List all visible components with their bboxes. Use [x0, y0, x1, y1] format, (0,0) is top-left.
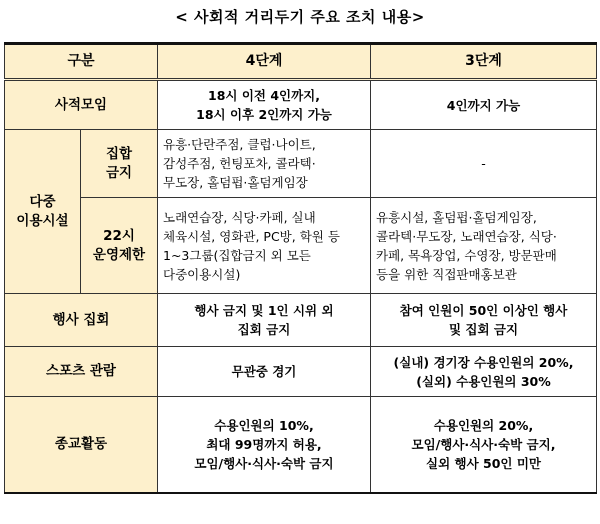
line: 수용인원의 10%,	[214, 417, 314, 433]
line: 집회 금지	[237, 322, 291, 337]
line: (실외) 수용인원의 30%	[416, 373, 551, 389]
line: 수용인원의 20%,	[433, 417, 534, 433]
line: 노래연습장, 식당·카페, 실내	[163, 209, 316, 225]
cell-curfew-level4	[158, 198, 371, 294]
line: (실내) 경기장 수용인원의 20%,	[393, 354, 574, 370]
line: 최대 99명까지 허용,	[206, 436, 322, 452]
line: 18시 이후 2인까지 가능	[196, 107, 332, 122]
label-private-gathering: 사적모임	[5, 80, 158, 130]
row-events	[5, 294, 597, 347]
cell-religion-level4	[158, 397, 371, 493]
line: 등을 위한 직접판매홍보관	[376, 266, 517, 282]
row-religion	[5, 397, 597, 493]
cell-curfew-level3	[371, 198, 597, 294]
header-row	[5, 44, 597, 80]
header-level4: 4단계	[158, 44, 371, 80]
label-events: 행사 집회	[5, 294, 158, 347]
line: 모임/행사·식사·숙박 금지,	[411, 436, 556, 452]
line: 유흥시설, 홀덤펍·홀덤게임장,	[376, 209, 537, 225]
line: 집합	[105, 145, 133, 162]
line: 18시 이전 4인까지,	[208, 88, 320, 103]
line: 다중이용시설)	[163, 266, 241, 282]
row-facility-curfew	[5, 198, 597, 294]
line: 콜라텍·무도장, 노래연습장, 식당·	[376, 228, 557, 244]
cell-sports-level4: 무관중 경기	[158, 347, 371, 397]
line: 다중	[29, 193, 56, 210]
line: 유흥·단란주점, 클럽·나이트,	[163, 137, 316, 152]
cell-private-level4	[158, 80, 371, 130]
line: 체육시설, 영화관, PC방, 학원 등	[163, 228, 340, 244]
line: 운영제한	[92, 246, 146, 263]
header-category: 구분	[5, 44, 158, 80]
header-level3: 3단계	[371, 44, 597, 80]
cell-ban-level4	[158, 130, 371, 198]
cell-private-level3: 4인까지 가능	[371, 80, 597, 130]
line: 감성주점, 헌팅포차, 콜라텍·	[163, 156, 316, 171]
line: 및 집회 금지	[448, 322, 519, 337]
measures-table	[4, 42, 597, 494]
row-facility-ban	[5, 130, 597, 198]
row-sports	[5, 347, 597, 397]
label-facilities	[5, 130, 81, 294]
line: 금지	[105, 164, 133, 181]
line: 카페, 목욕장업, 수영장, 방문판매	[376, 247, 557, 263]
line: 모임/행사·식사·숙박 금지	[194, 455, 334, 471]
row-private-gathering	[5, 80, 597, 130]
line: 이용시설	[16, 212, 69, 229]
cell-sports-level3	[371, 347, 597, 397]
line: 22시	[103, 227, 135, 244]
line: 무도장, 홀덤펍·홀덤게임장	[163, 175, 308, 190]
line: 실외 행사 50인 미만	[426, 455, 541, 471]
cell-religion-level3	[371, 397, 597, 493]
label-facility-curfew	[81, 198, 158, 294]
line: 1~3그룹(집합금지 외 모든	[163, 247, 311, 263]
line: 참여 인원이 50인 이상인 행사	[399, 303, 568, 318]
label-sports: 스포츠 관람	[5, 347, 158, 397]
label-facility-ban	[81, 130, 158, 198]
cell-ban-level3: -	[371, 130, 597, 198]
page-title: < 사회적 거리두기 주요 조치 내용>	[175, 8, 425, 26]
cell-events-level4	[158, 294, 371, 347]
cell-events-level3	[371, 294, 597, 347]
line: 행사 금지 및 1인 시위 외	[194, 303, 334, 318]
label-religion: 종교활동	[5, 397, 158, 493]
